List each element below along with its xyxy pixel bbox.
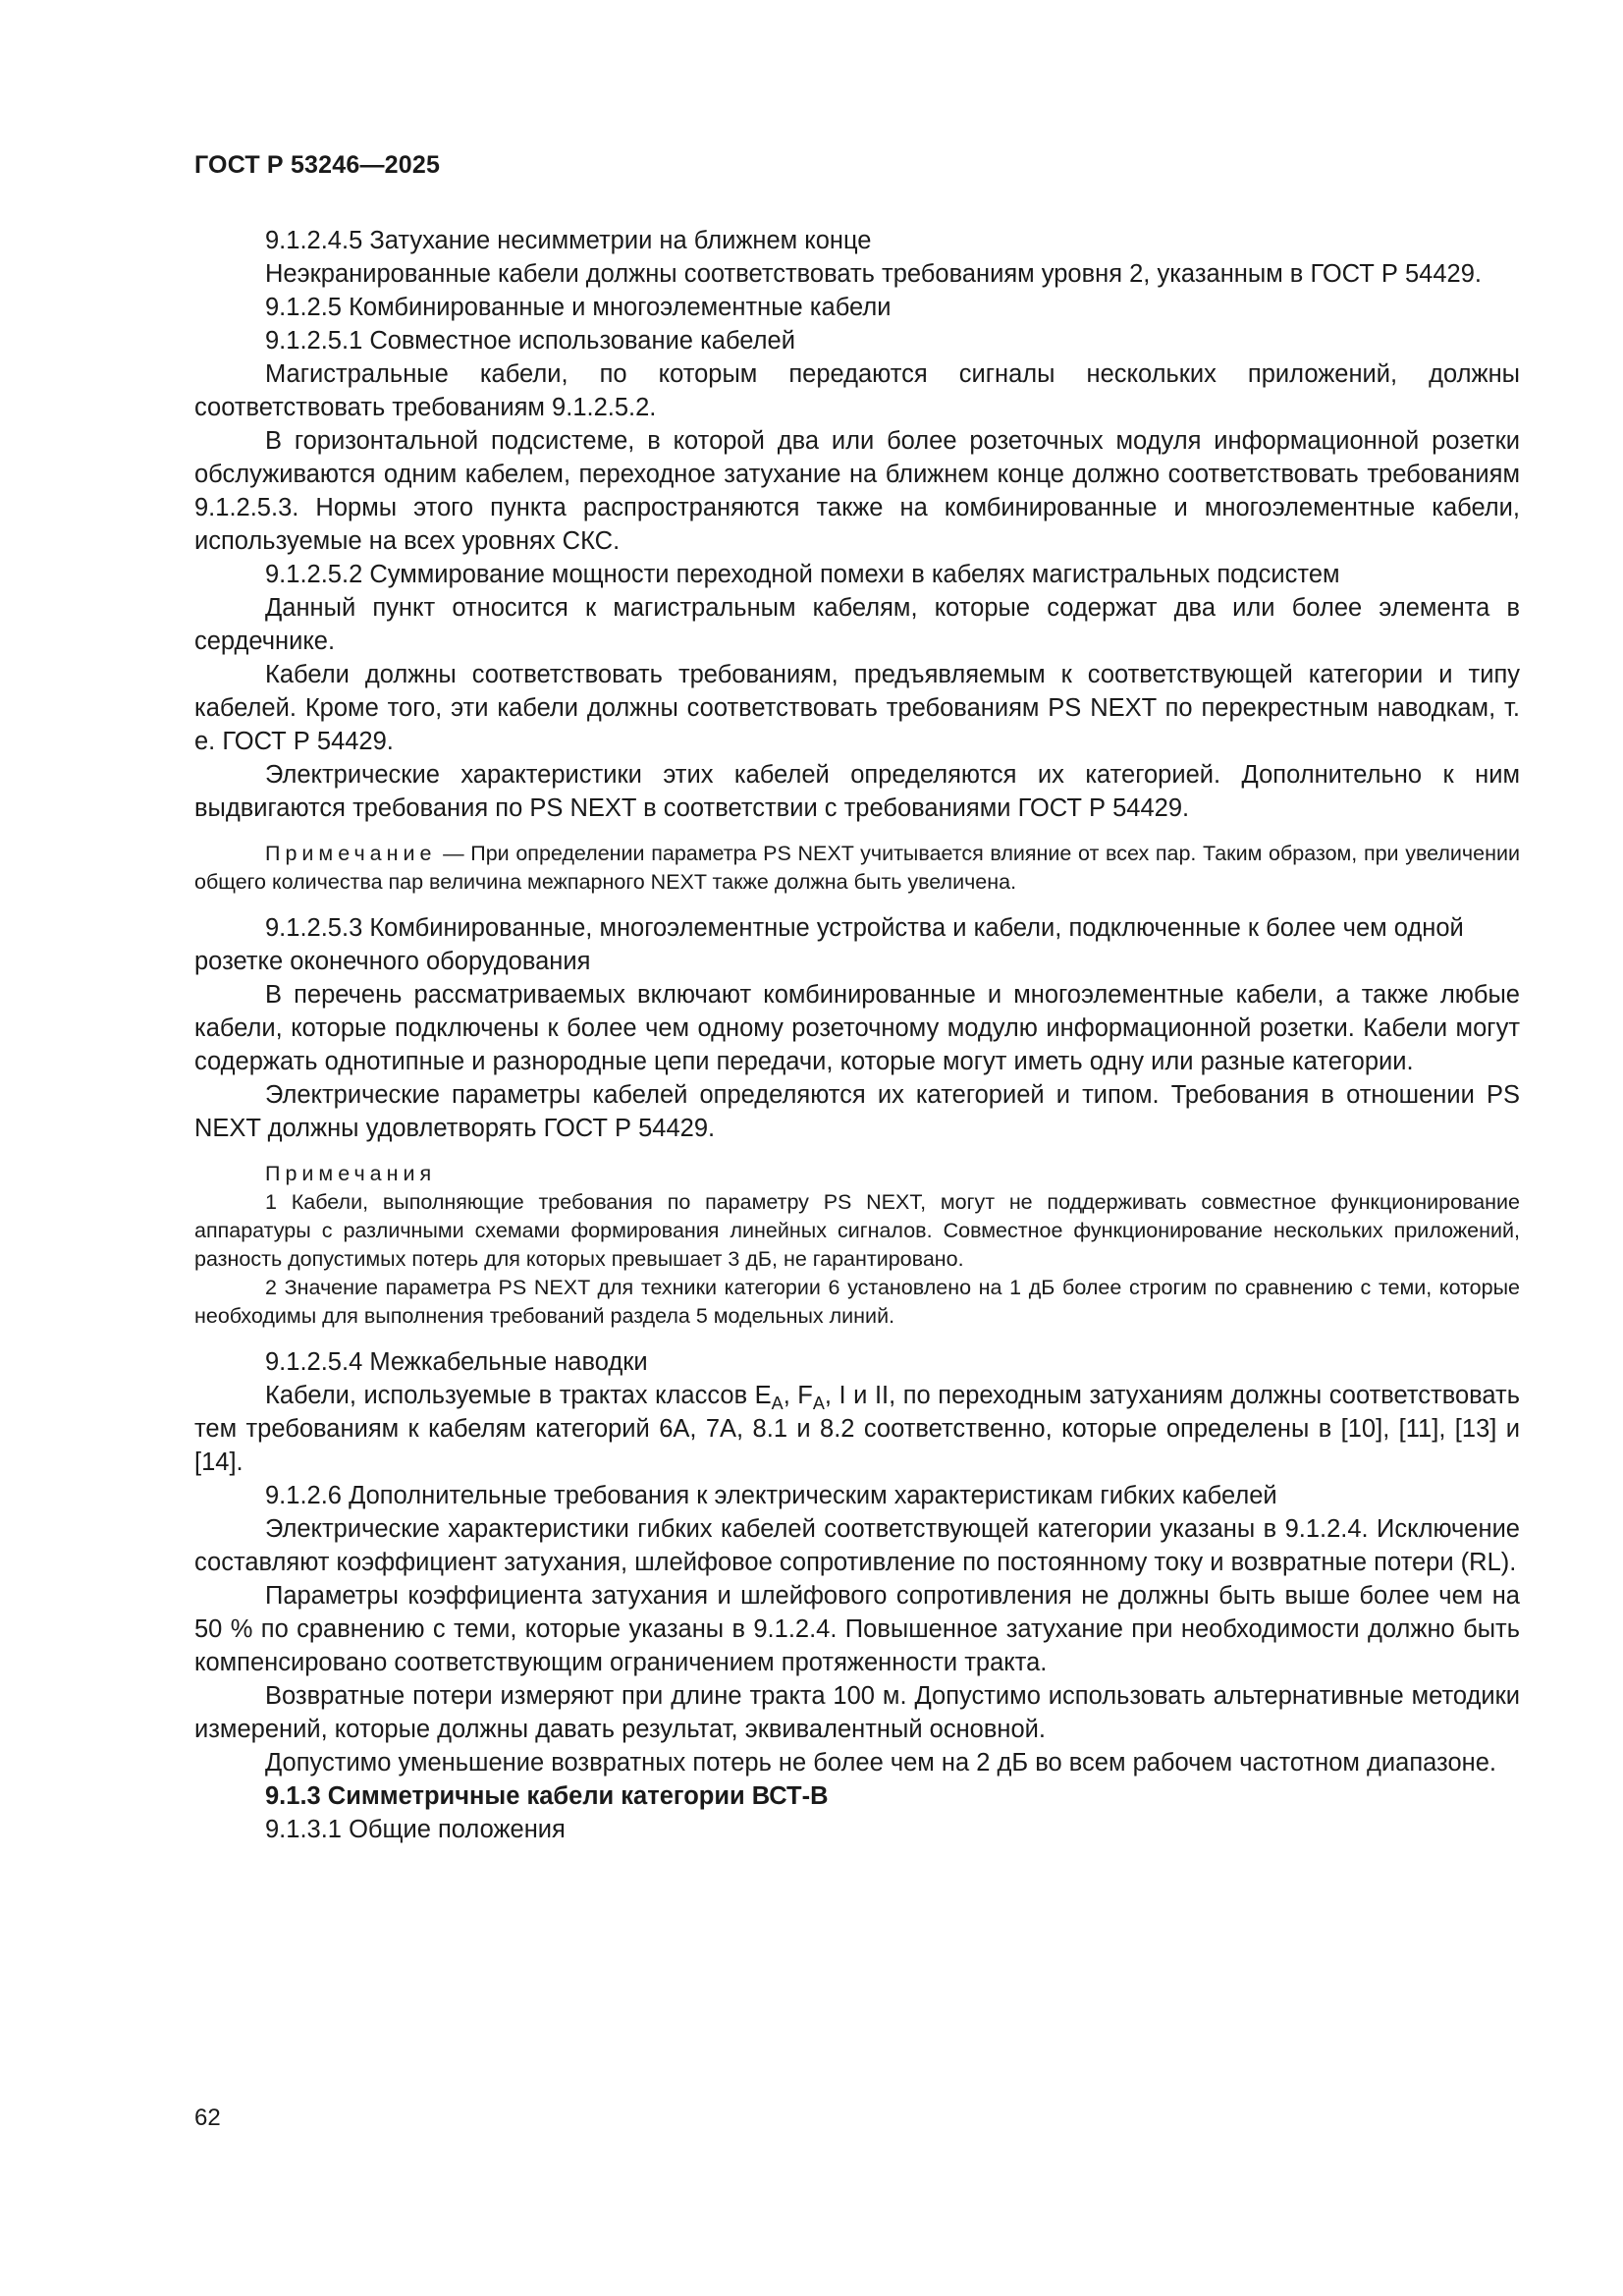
subscript: A xyxy=(812,1394,825,1413)
section-heading: 9.1.2.5.1 Совместное использование кабелей xyxy=(265,327,795,355)
body-paragraph: Данный пункт относится к магистральным кабелям, которые содержат два или более элемента в сердечнике. xyxy=(194,594,1520,655)
standard-header: ГОСТ Р 53246—2025 xyxy=(194,151,441,179)
body-paragraph: В горизонтальной подсистеме, в которой два или более розеточных модуля информационной розетки обслуживаются одним кабелем, переходное затухание на ближнем конце должно соответствовать требованиям 9.1.2.5.3. Нормы этого пункта распространяются также на комбинированные и многоэлементные кабели, используемые на всех уровнях СКС. xyxy=(194,427,1520,555)
body-paragraph: В перечень рассматриваемых включают комбинированные и многоэлементные кабели, а также любые кабели, которые подключены к более чем одному розеточному модулю информационной розетки. Кабели могут содержать однотипные и разнородные цепи передачи, которые могут иметь одну или разные категории. xyxy=(194,981,1520,1075)
text-run: , F xyxy=(783,1382,813,1409)
note-item: 1 Кабели, выполняющие требования по параметру PS NEXT, могут не поддерживать совместное функционирование аппаратуры с различными схемами формирования линейных сигналов. Совместное функционирование нескольких приложений, разность допустимых потерь для которых превышает 3 дБ, не гарантировано. xyxy=(194,1190,1520,1271)
note-label: Примечание xyxy=(265,842,437,865)
section-heading: 9.1.2.5.3 Комбинированные, многоэлементные устройства и кабели, подключенные к более чем одной розетке оконечного оборудования xyxy=(194,914,1464,975)
body-paragraph: Параметры коэффициента затухания и шлейфового сопротивления не должны быть выше более чем на 50 % по сравнению с теми, которые указаны в 9.1.2.4. Повышенное затухание при необходимости должно быть компенсировано соответствующим ограничением протяженности тракта. xyxy=(194,1582,1520,1676)
notes-title: Примечания xyxy=(265,1162,437,1185)
body-paragraph: Электрические характеристики этих кабелей определяются их категорией. Дополнительно к ним выдвигаются требования по PS NEXT в соответствии с требованиями ГОСТ Р 54429. xyxy=(194,761,1520,822)
text-run: , I и II, по переходным затуханиям должны соответствовать тем требованиям к кабелям категорий 6A, 7A, 8.1 и 8.2 соответственно, которые определены в [10], [11], [13] и [14]. xyxy=(194,1382,1520,1476)
text-run: Кабели, используемые в трактах классов E xyxy=(265,1382,772,1409)
subscript: A xyxy=(771,1394,784,1413)
section-heading: 9.1.2.5.2 Суммирование мощности переходной помехи в кабелях магистральных подсистем xyxy=(265,561,1340,588)
section-heading-bold: 9.1.3 Симметричные кабели категории ВСТ-В xyxy=(265,1782,829,1810)
section-heading: 9.1.3.1 Общие положения xyxy=(265,1816,566,1843)
page-number: 62 xyxy=(194,2105,221,2131)
body-paragraph: Неэкранированные кабели должны соответствовать требованиям уровня 2, указанным в ГОСТ Р 54429. xyxy=(265,260,1482,288)
note-block xyxy=(194,840,1520,897)
document-body xyxy=(194,224,1520,1846)
note-text: — При определении параметра PS NEXT учитывается влияние от всех пар. Таким образом, при увеличении общего количества пар величина межпарного NEXT также должна быть увеличена. xyxy=(194,842,1520,894)
section-heading: 9.1.2.5.4 Межкабельные наводки xyxy=(265,1348,648,1376)
body-paragraph: Возвратные потери измеряют при длине тракта 100 м. Допустимо использовать альтернативные методики измерений, которые должны давать результат, эквивалентный основной. xyxy=(194,1682,1520,1743)
section-heading: 9.1.2.4.5 Затухание несимметрии на ближнем конце xyxy=(265,227,872,254)
body-paragraph: Магистральные кабели, по которым передаются сигналы нескольких приложений, должны соответствовать требованиям 9.1.2.5.2. xyxy=(194,360,1520,421)
section-heading: 9.1.2.6 Дополнительные требования к электрическим характеристикам гибких кабелей xyxy=(265,1482,1277,1509)
body-paragraph xyxy=(194,1379,1520,1479)
section-heading: 9.1.2.5 Комбинированные и многоэлементные кабели xyxy=(265,294,892,321)
body-paragraph: Электрические характеристики гибких кабелей соответствующей категории указаны в 9.1.2.4. Исключение составляют коэффициент затухания, шлейфовое сопротивление по постоянному току и возвратные потери (RL). xyxy=(194,1515,1520,1576)
body-paragraph: Кабели должны соответствовать требованиям, предъявляемым к соответствующей категории и типу кабелей. Кроме того, эти кабели должны соответствовать требованиям PS NEXT по перекрестным наводкам, т. е. ГОСТ Р 54429. xyxy=(194,661,1520,755)
body-paragraph: Электрические параметры кабелей определяются их категорией и типом. Требования в отношении PS NEXT должны удовлетворять ГОСТ Р 54429. xyxy=(194,1081,1520,1142)
note-item: 2 Значение параметра PS NEXT для техники категории 6 установлено на 1 дБ более строгим по сравнению с теми, которые необходимы для выполнения требований раздела 5 модельных линий. xyxy=(194,1276,1520,1328)
body-paragraph: Допустимо уменьшение возвратных потерь не более чем на 2 дБ во всем рабочем частотном диапазоне. xyxy=(265,1749,1496,1777)
